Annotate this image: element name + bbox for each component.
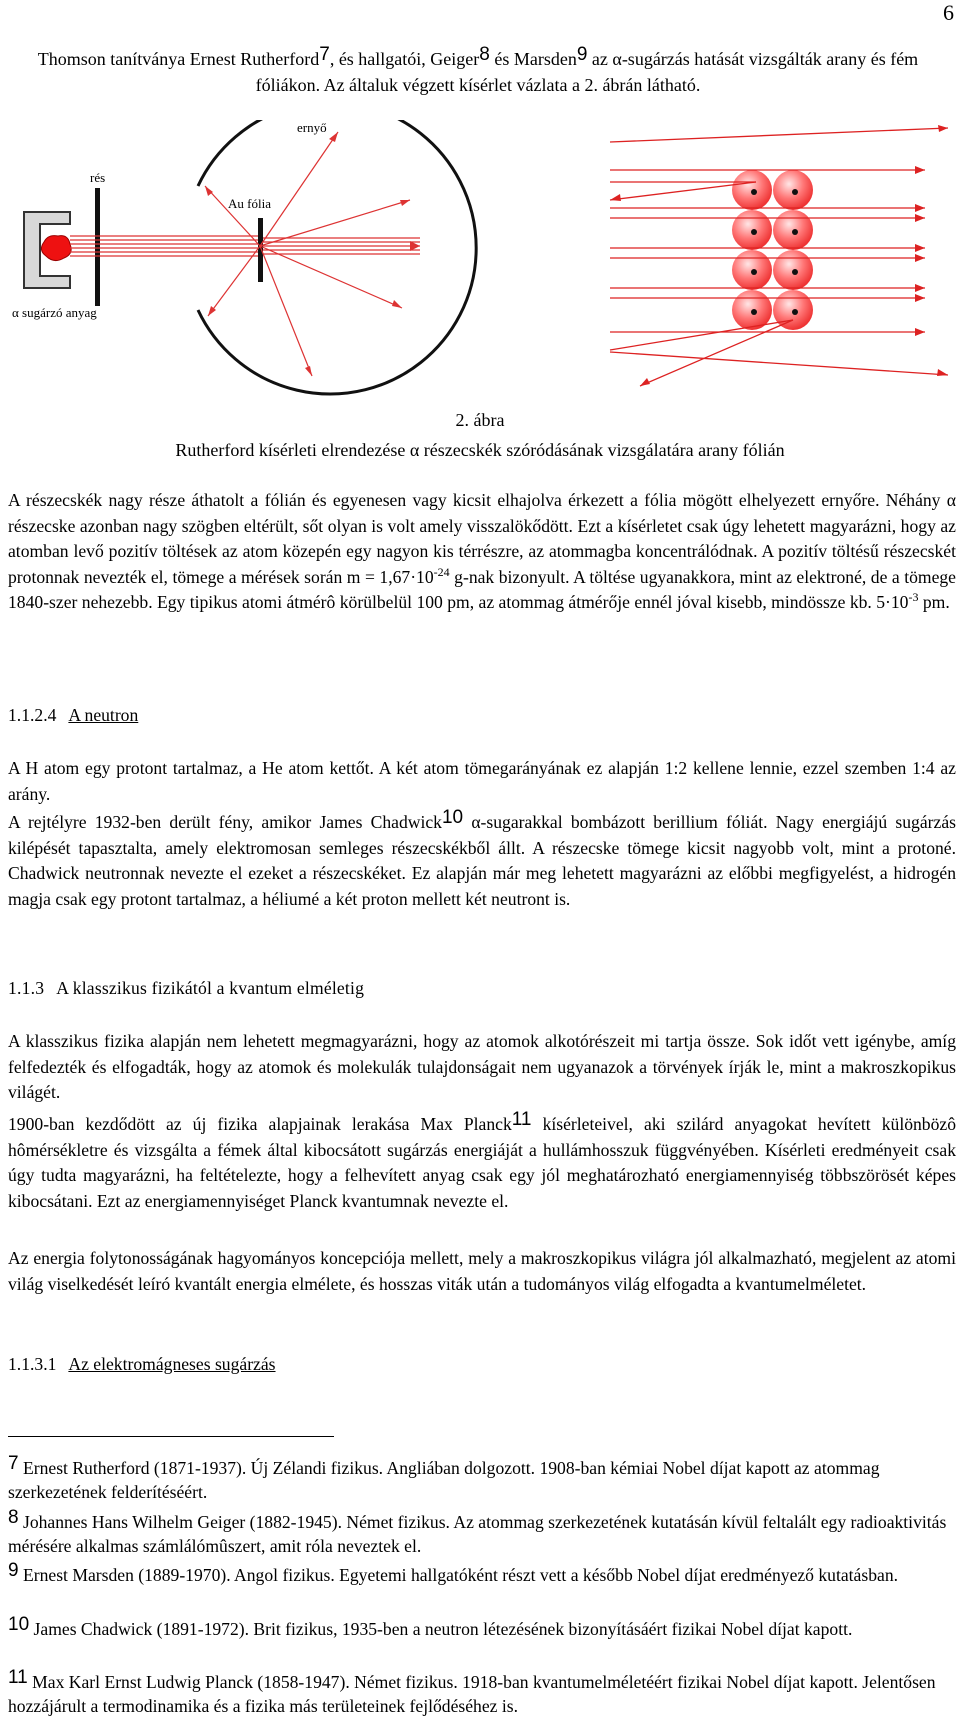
paragraph-quantum-theory: Az energia folytonosságának hagyományos koncepciója mellett, mely a makroszkopikus világra jól alkalmazható, megjelent az atomi világ viselkedését leíró kvantált energia elmélete, és hosszas viták után a tudományos világ elfogadta a kvantumelméletet. (8, 1248, 956, 1294)
footnote-7: $^7$ Ernest Rutherford (1871-1937). Új Zélandi fizikus. Angliában dolgozott. 1908-ban kémiai Nobel díjat kapott az atommag szerkezetének felderítéséért. (8, 1453, 880, 1502)
footnote-8: $^8$ Johannes Hans Wilhelm Geiger (1882-1945). Német fizikus. Az atommag szerkezetének kutatásán kívül feltalált egy radioaktivitás mérésére alkalmas számlálómûszert, amit róla neveztek el. (8, 1507, 947, 1556)
nucleus-scattering-diagram (610, 125, 948, 386)
page-number: 6 (943, 0, 954, 25)
footnote-10: $^{10}$ James Chadwick (1891-1972). Brit fizikus, 1935-ben a neutron létezésének bizonyításáért fizikai Nobel díjat kapott. (8, 1614, 853, 1639)
heading-em-radiation: 1.1.3.1 Az elektromágneses sugárzás (8, 1354, 276, 1374)
screen-label: ernyő (297, 120, 327, 135)
foil-label: Au fólia (228, 196, 271, 211)
paragraph-rutherford-results: A részecskék nagy része áthatolt a fólián és egyenesen vagy kicsit elhajolva érkezett a fólia mögött elhelyezett ernyőre. Néhány α részecske azonban nagy szögben eltérült, sőt olyan is volt amely visszalökődött. Ezt a kísérletet csak úgy lehetett magyarázni, hogy az atomban levő pozitív töltések az atom közepén egy nagyon kis térrészre, az atommagba koncentrálódnak. A pozitív töltésű részecskét protonnak nevezték el, tömege a mérések során $m = 1,67\cdot 10^{-24}$ g-nak bizonyult. A töltése ugyanakkora, mint az elektroné, de a tömege 1840-szer nehezebb. Egy tipikus atomi átmérô körülbelül 100 pm, az atommag átmérője ennél jóval kisebb, mindössze kb. $5\cdot 10^{-3}$ pm. (8, 490, 956, 612)
footnote-9: $^9$ Ernest Marsden (1889-1970). Angol fizikus. Egyetemi hallgatóként részt vett a később Nobel díjat eredményező kutatásban. (8, 1560, 899, 1585)
alpha-source-icon (41, 236, 71, 261)
figure-number: 2. ábra (455, 410, 505, 430)
paragraph-chadwick: A rejtélyre 1932-ben derült fény, amikor James Chadwick$^{10}$ α-sugarakkal bombázott berillium fóliát. Nagy energiájú sugárzás kilépését tapasztalta, amely elektromosan semleges részecskékből állt. A részecske tömege kicsit nagyobb volt, mint a protoné. Chadwick neutronnak nevezte el ezeket a részecskéket. Ez alapján már meg lehetett magyarázni az előbbi megfigyelést, a hidrogén magja csak egy protont tartalmaz, a héliumé a két proton mellett két neutront is. (8, 807, 956, 909)
rutherford-experiment-figure (0, 120, 960, 410)
paragraph-h-he: A H atom egy protont tartalmaz, a He atom kettőt. A két atom tömegarányának ez alapján 1:2 kellene lennie, ezzel szemben 1:4 az arány. (8, 758, 956, 804)
footnote-divider (8, 1436, 334, 1437)
atom-grid (732, 170, 813, 330)
footnote-ref-9: 9 (576, 44, 588, 65)
alpha-ray-arrowheads (610, 125, 948, 386)
transmitted-rays (262, 238, 420, 254)
source-label: α sugárzó anyag (12, 305, 97, 320)
slit (95, 188, 100, 306)
intro-paragraph: Thomson tanítványa Ernest Rutherford$^7$, és hallgatói, Geiger$^8$ és Marsden$^9$ az α-sugárzás hatását vizsgálták arany és fém fóliákon. Az általuk végzett kísérlet vázlata a 2. ábrán látható. (37, 44, 919, 95)
figure-caption: Rutherford kísérleti elrendezése α részecskék szóródásának vizsgálatára arany fólián (175, 440, 785, 460)
footnote-11: $^{11}$ Max Karl Ernst Ludwig Planck (1858-1947). Német fizikus. 1918-ban kvantumelméletéért fizikai Nobel díjat kapott. Jelentősen hozzájárult a termodinamika és a fizika más területeinek fejlődéséhez is. (8, 1667, 936, 1716)
slit-label: rés (90, 170, 106, 185)
footnote-ref-10: 10 (441, 807, 464, 828)
gold-foil (258, 218, 263, 282)
heading-neutron: 1.1.2.4 A neutron (8, 705, 139, 725)
screen-circle (198, 120, 476, 394)
footnote-ref-11: 11 (511, 1109, 532, 1130)
footnote-ref-7: 7 (319, 44, 330, 65)
footnote-ref-8: 8 (479, 44, 490, 65)
paragraph-planck: 1900-ban kezdődött az új fizika alapjainak lerakása Max Planck$^{11}$ kísérleteivel, aki szilárd anyagokat hevített különbözô hômérsékletre és vizsgálta a fémek által kibocsátott sugárzás energiáját a hullámhosszuk függvényében. Kísérleti eredményeit csak úgy tudta magyarázni, ha feltételezte, hogy a felhevített anyag csak egy jól meghatározható energiamennyiség többszörösét képes kibocsátani. Ezt az energiamennyiséget Planck kvantumnak nevezte el. (8, 1109, 956, 1211)
experiment-setup-diagram (12, 120, 476, 394)
paragraph-classical-physics: A klasszikus fizika alapján nem lehetett megmagyarázni, hogy az atomok alkotórészeit mi tartja össze. Sok időt vett igénybe, amíg felfedezték és elfogadták, hogy az atomok és molekulák tulajdonságait nem ugyanazok a törvények írják le, mint a makroszkopikus világét. (8, 1031, 956, 1102)
heading-classical-to-quantum: 1.1.3 A klasszikus fizikától a kvantum elméletig (8, 978, 365, 998)
exponent-1: -24 (433, 564, 450, 579)
exponent-2: -3 (908, 590, 919, 605)
